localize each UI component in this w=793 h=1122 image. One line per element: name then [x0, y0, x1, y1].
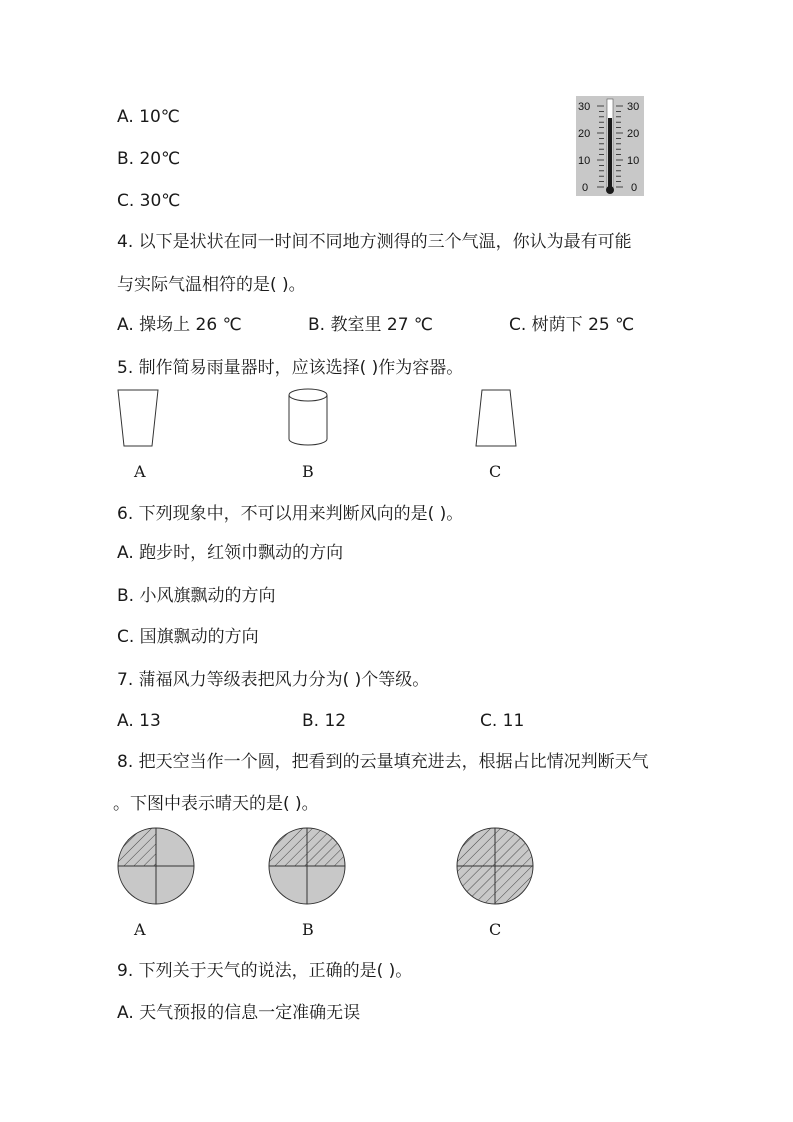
q6-option-b: B. 小风旗飘动的方向	[117, 586, 276, 606]
q8-label-c: C	[489, 920, 502, 939]
q9-stem: 9. 下列关于天气的说法，正确的是( )。	[117, 961, 413, 981]
q4-stem-line2: 与实际气温相符的是( )。	[117, 275, 306, 295]
sky-circle-a	[115, 825, 197, 907]
q3-option-c: C. 30℃	[117, 191, 181, 211]
q6-option-c: C. 国旗飘动的方向	[117, 627, 259, 647]
q5-label-b: B	[302, 462, 314, 481]
q7-option-a: A. 13	[117, 711, 161, 731]
sky-circle-c	[454, 825, 536, 907]
thermo-tick-left-30: 30	[578, 101, 591, 113]
container-c-wide-bottom-shape	[470, 384, 522, 448]
q4-option-c: C. 树荫下 25 ℃	[509, 315, 635, 335]
q5-label-a: A	[134, 462, 146, 481]
thermo-tick-right-10: 10	[627, 155, 640, 167]
thermo-tick-left-10: 10	[578, 155, 591, 167]
q6-stem: 6. 下列现象中，不可以用来判断风向的是( )。	[117, 504, 464, 524]
sky-circle-b	[266, 825, 348, 907]
q7-option-c: C. 11	[480, 711, 525, 731]
q8-label-a: A	[134, 920, 146, 939]
q4-option-a: A. 操场上 26 ℃	[117, 315, 242, 335]
q4-stem-line1: 4. 以下是状状在同一时间不同地方测得的三个气温，你认为最有可能	[117, 232, 632, 252]
thermo-tick-left-0: 0	[582, 182, 589, 194]
q6-option-a: A. 跑步时，红领巾飘动的方向	[117, 543, 344, 563]
thermo-tick-left-20: 20	[578, 128, 591, 140]
container-b-cylinder-shape	[283, 386, 333, 448]
q5-stem: 5. 制作简易雨量器时，应该选择( )作为容器。	[117, 358, 464, 378]
thermometer-figure	[576, 96, 644, 196]
q3-option-a: A. 10℃	[117, 107, 180, 127]
thermometer-graphic	[576, 96, 644, 196]
q3-option-b: B. 20℃	[117, 149, 181, 169]
q7-stem: 7. 蒲福风力等级表把风力分为( )个等级。	[117, 670, 430, 690]
container-a-wide-top-shape	[112, 384, 164, 448]
q5-label-c: C	[489, 462, 502, 481]
thermo-tick-right-0: 0	[631, 182, 638, 194]
q8-stem-line2: 。下图中表示晴天的是( )。	[113, 794, 319, 814]
q8-stem-line1: 8. 把天空当作一个圆，把看到的云量填充进去，根据占比情况判断天气	[117, 752, 649, 772]
q7-option-b: B. 12	[302, 711, 347, 731]
thermo-tick-right-20: 20	[627, 128, 640, 140]
q8-label-b: B	[302, 920, 314, 939]
q4-option-b: B. 教室里 27 ℃	[308, 315, 434, 335]
thermo-tick-right-30: 30	[627, 101, 640, 113]
q9-option-a: A. 天气预报的信息一定准确无误	[117, 1003, 361, 1023]
